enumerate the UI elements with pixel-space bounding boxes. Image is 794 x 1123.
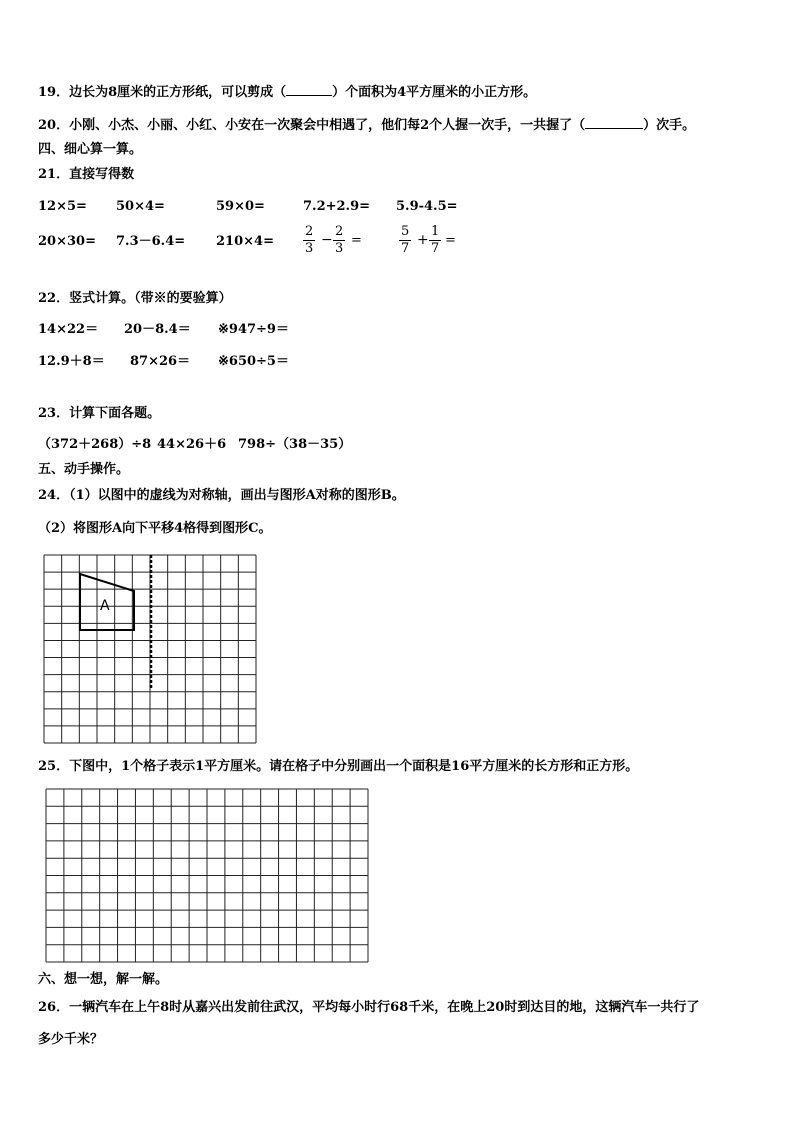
calc-item: 20－8.4＝	[124, 322, 191, 337]
calc-item: 7.3－6.4=	[116, 234, 186, 249]
section-5-heading: 五、动手操作。	[38, 462, 130, 477]
calc-item: 50×4=	[116, 199, 165, 214]
question-24-line2: （2）将图形A向下平移4格得到图形C。	[38, 521, 272, 536]
denominator: 3	[335, 241, 344, 256]
calc-item: 210×4=	[216, 234, 274, 249]
fraction	[399, 225, 411, 256]
operator: +	[417, 232, 429, 248]
question-22-title: 22．竖式计算。（带※的要验算）	[38, 291, 232, 306]
question-25-text: 25．下图中，1个格子表示1平方厘米。请在格子中分别画出一个面积是16平方厘米的长方形和正方形。	[38, 759, 639, 774]
equals-sign: =	[445, 233, 456, 248]
calc-item: ※947÷9＝	[218, 322, 289, 337]
calc-item: 7.2+2.9=	[303, 199, 371, 214]
calc-item: 12.9＋8＝	[38, 354, 105, 369]
fraction	[303, 225, 315, 256]
equals-sign: =	[351, 233, 362, 248]
numerator: 1	[431, 224, 440, 239]
calc-item: 12×5=	[38, 199, 87, 214]
calc-item: 5.9-4.5=	[396, 199, 458, 214]
calc-item: 44×26＋6	[157, 437, 227, 452]
question-24-line1: 24．（1）以图中的虚线为对称轴，画出与图形A对称的图形B。	[38, 488, 405, 503]
fraction	[429, 225, 441, 256]
denominator: 3	[305, 241, 314, 256]
question-19	[38, 82, 536, 102]
question-number: 19．	[38, 85, 70, 100]
fraction	[333, 225, 345, 256]
section-6-heading: 六、想一想，解一解。	[38, 972, 169, 987]
denominator: 7	[401, 241, 410, 256]
grid-figure-a[interactable]	[44, 555, 258, 745]
section-4-heading: 四、细心算一算。	[38, 142, 143, 157]
calc-item: 14×22＝	[38, 322, 99, 337]
question-text: 边长为8厘米的正方形纸，可以剪成（	[69, 85, 287, 100]
calc-item: 20×30=	[38, 234, 96, 249]
grid-area-drawing[interactable]	[46, 789, 370, 964]
calc-item: 59×0=	[216, 199, 265, 214]
numerator: 5	[401, 224, 410, 239]
denominator: 7	[431, 241, 440, 256]
question-21-title: 21．直接写得数	[38, 167, 135, 182]
question-text: ）个面积为4平方厘米的小正方形。	[332, 85, 537, 100]
calc-item: ※650÷5＝	[218, 354, 289, 369]
question-number: 20．	[38, 118, 70, 133]
numerator: 2	[305, 224, 314, 239]
question-26-line1: 26．一辆汽车在上午8时从嘉兴出发前往武汉，平均每小时行68千米，在晚上20时到达目的地，这辆汽车一共行了	[38, 1000, 700, 1015]
operator: −	[321, 232, 333, 248]
calc-item: （372＋268）÷8	[38, 437, 152, 452]
question-26-line2: 多少千米？	[38, 1032, 104, 1047]
shape-a-label: A	[100, 598, 110, 614]
calc-item: 798÷（38－35）	[238, 437, 352, 452]
question-23-title: 23．计算下面各题。	[38, 406, 161, 421]
question-text: ）次手。	[643, 118, 696, 133]
grid-lines	[44, 555, 256, 743]
answer-blank[interactable]	[286, 82, 332, 96]
numerator: 2	[335, 224, 344, 239]
answer-blank[interactable]	[585, 115, 643, 129]
grid-lines	[46, 789, 368, 962]
question-20	[38, 115, 695, 135]
calc-item: 87×26＝	[130, 354, 191, 369]
question-text: 小刚、小杰、小丽、小红、小安在一次聚会中相遇了，他们每2个人握一次手，一共握了（	[69, 118, 586, 133]
